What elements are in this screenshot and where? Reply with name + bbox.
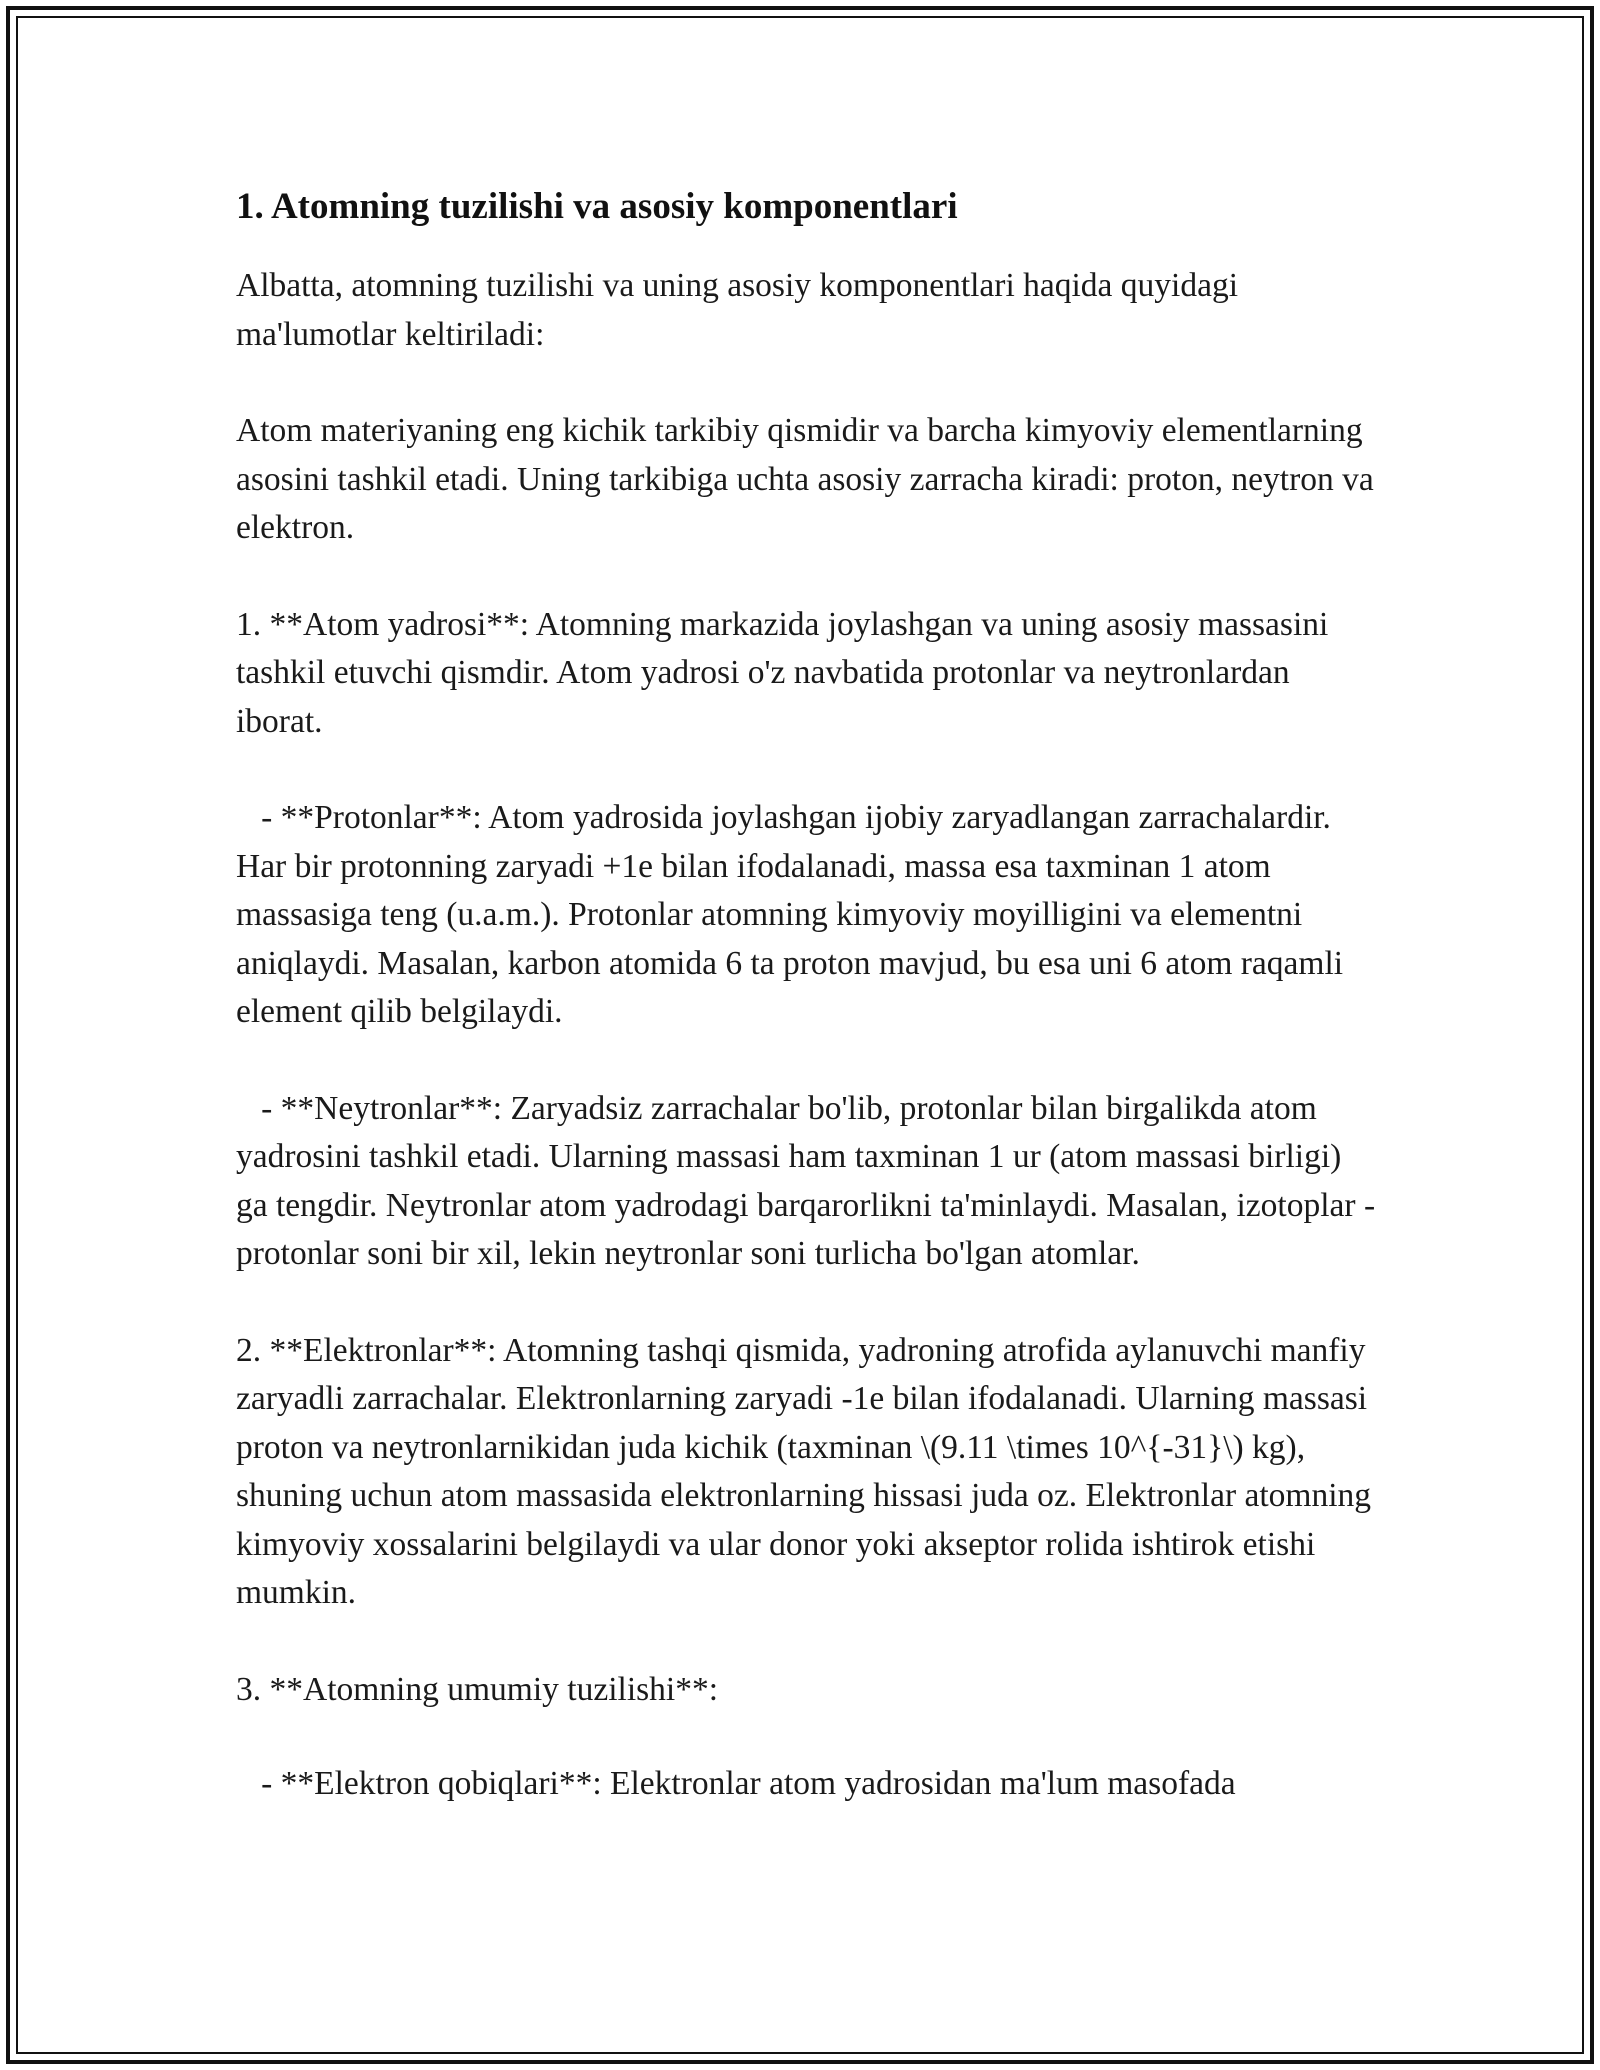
- neutrons-paragraph: - **Neytronlar**: Zaryadsiz zarrachalar bo'lib, protonlar bilan birgalikda atom yadrosini tashkil etadi. Ularning massasi ham taxminan 1 ur (atom massasi birligi) ga tengdir. Neytronlar atom yadrodagi barqarorlikni ta'minlaydi. Masalan, izotoplar - protonlar soni bir xil, lekin neytronlar soni turlicha bo'lgan atomlar.: [236, 1089, 1384, 1272]
- electrons-paragraph: 2. **Elektronlar**: Atomning tashqi qismida, yadroning atrofida aylanuvchi manfiy zaryadli zarrachalar. Elektronlarning zaryadi -1e bilan ifodalanadi. Ularning massasi proton va neytronlarnikidan juda kichik (taxminan \(9.11 \times 10^{-31}\) kg), shuning uchun atom massasida elektronlarning hissasi juda oz. Elektronlar atomning kimyoviy xossalarini belgilaydi va ular donor yoki akseptor rolida ishtirok etishi mumkin.: [236, 1331, 1380, 1611]
- atom-definition-paragraph: Atom materiyaning eng kichik tarkibiy qismidir va barcha kimyoviy elementlarning asosini tashkil etadi. Uning tarkibiga uchta asosiy zarracha kiradi: proton, neytron va elektron.: [236, 412, 1383, 546]
- document-title: 1. Atomning tuzilishi va asosiy komponentlari: [236, 186, 958, 227]
- intro-paragraph: Albatta, atomning tuzilishi va uning asosiy komponentlari haqida quyidagi ma'lumotlar keltiriladi:: [236, 267, 1247, 353]
- nucleus-paragraph: 1. **Atom yadrosi**: Atomning markazida joylashgan va uning asosiy massasini tashkil etuvchi qismdir. Atom yadrosi o'z navbatida protonlar va neytronlardan iborat.: [236, 605, 1337, 740]
- electron-shells-paragraph: - **Elektron qobiqlari**: Elektronlar atom yadrosidan ma'lum masofada: [236, 1765, 1236, 1802]
- document-body: [236, 185, 1384, 1857]
- general-structure-heading: 3. **Atomning umumiy tuzilishi**:: [236, 1670, 719, 1708]
- protons-paragraph: - **Protonlar**: Atom yadrosida joylashgan ijobiy zaryadlangan zarrachalardir. Har bir protonning zaryadi +1e bilan ifodalanadi, massa esa taxminan 1 atom massasiga teng (u.a.m.). Protonlar atomning kimyoviy moyilligini va elementni aniqlaydi. Masalan, karbon atomida 6 ta proton mavjud, bu esa uni 6 atom raqamli element qilib belgilaydi.: [236, 799, 1352, 1030]
